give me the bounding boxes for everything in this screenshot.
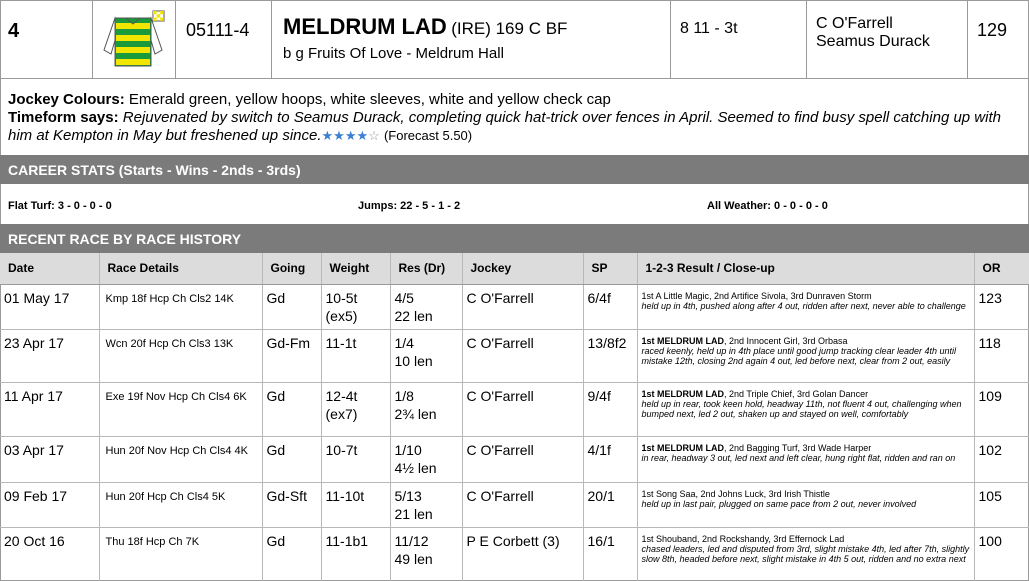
column-header-going: Going [262, 253, 321, 284]
horse-name-suffix: (IRE) 169 C BF [451, 19, 568, 38]
jockey[interactable]: C O'Farrell [462, 482, 583, 527]
weight [321, 329, 390, 382]
table-row[interactable] [0, 284, 1029, 329]
age-weight: 8 11 - 3t [680, 20, 738, 37]
weight-carried: 11-1t [325, 334, 357, 351]
runner-comments [0, 79, 1029, 154]
table-row[interactable] [0, 527, 1029, 581]
horse-name[interactable]: MELDRUM LAD [283, 14, 447, 39]
race-details[interactable]: Hun 20f Hcp Ch Cls4 5K [99, 482, 262, 527]
table-row[interactable] [0, 329, 1029, 382]
result-closeup [637, 329, 974, 382]
official-rating: 109 [974, 382, 1029, 436]
race-details[interactable]: Exe 19f Nov Hcp Ch Cls4 6K [99, 382, 262, 436]
horse-name-line [283, 14, 567, 40]
starting-price: 20/1 [583, 482, 637, 527]
result [390, 527, 462, 581]
result [390, 284, 462, 329]
placings-text: 1st Shouband, 2nd Rockshandy, 3rd Effernock Lad [641, 533, 845, 544]
breeding: b g Fruits Of Love - Meldrum Hall [283, 45, 504, 62]
result-placings [642, 336, 974, 346]
flat-turf-stats: Flat Turf: 3 - 0 - 0 - 0 [8, 200, 112, 212]
result-placings [642, 291, 974, 301]
closeup-comment: held up in rear, took keen hold, headway 11th, not fluent 4 out, challenging when bumped next, led 2 out, shaken up and stayed on well, comfortably [641, 398, 962, 419]
career-stats-header: CAREER STATS (Starts - Wins - 2nds - 3rds) [0, 155, 1029, 184]
weight-carried: 10-7t [325, 441, 358, 458]
going: Gd [262, 284, 321, 329]
result [390, 329, 462, 382]
finish-position: 5/13 [394, 487, 422, 504]
official-rating: 105 [974, 482, 1029, 527]
weight-carried: 12-4t [325, 387, 358, 404]
starting-price: 13/8f2 [583, 329, 637, 382]
form-figures: 05111-4 [186, 20, 250, 40]
going: Gd [262, 527, 321, 581]
starting-price: 16/1 [583, 527, 637, 581]
result-closeup [637, 436, 974, 482]
race-date: 01 May 17 [0, 284, 99, 329]
official-rating: 118 [974, 329, 1029, 382]
race-history-table [0, 253, 1029, 581]
column-header-jockey: Jockey [462, 253, 583, 284]
official-rating: 129 [977, 20, 1008, 40]
winner-name: 1st MELDRUM LAD [641, 335, 724, 346]
runner-header [0, 0, 1029, 79]
closeup-comment: raced keenly, held up in 4th place until good jump tracking clear leader 4th until mistake 12th, closing 2nd again 4 out, led before next, clear from 2 out, easily [641, 345, 957, 366]
beaten-distance: 22 len [394, 307, 433, 324]
jockey-name[interactable]: C O'Farrell [816, 15, 893, 32]
race-date: 03 Apr 17 [0, 436, 99, 482]
weight-penalty: (ex5) [325, 307, 358, 324]
result-placings [642, 443, 974, 453]
timeform-line [8, 109, 1021, 145]
column-header-or: OR [974, 253, 1029, 284]
result-closeup [637, 527, 974, 581]
weight-carried: 11-1b1 [325, 532, 369, 549]
result-placings [642, 389, 974, 399]
race-history-header: RECENT RACE BY RACE HISTORY [0, 224, 1029, 253]
result-closeup [637, 482, 974, 527]
beaten-distance: 2¾ len [394, 405, 437, 422]
table-header-row [0, 253, 1029, 284]
jumps-stats: Jumps: 22 - 5 - 1 - 2 [358, 200, 461, 212]
closeup-comment: held up in 4th, pushed along after 4 out, ridden after next, never able to challenge [641, 300, 966, 311]
finish-position: 4/5 [394, 289, 414, 306]
result [390, 482, 462, 527]
race-date: 20 Oct 16 [0, 527, 99, 581]
jockey[interactable]: P E Corbett (3) [462, 527, 583, 581]
beaten-distance: 10 len [394, 352, 433, 369]
race-date: 09 Feb 17 [0, 482, 99, 527]
official-rating: 123 [974, 284, 1029, 329]
jockey[interactable]: C O'Farrell [462, 382, 583, 436]
finish-position: 11/12 [394, 532, 429, 549]
timeform-label: Timeform says: [8, 109, 119, 126]
race-details[interactable]: Hun 20f Nov Hcp Ch Cls4 4K [99, 436, 262, 482]
closeup-comment: in rear, headway 3 out, led next and left clear, hung right flat, ridden and ran on [641, 452, 956, 463]
placings-text: , 2nd Bagging Turf, 3rd Wade Harper [724, 442, 872, 453]
result [390, 382, 462, 436]
jockey-silk-icon [101, 10, 165, 68]
result-placings [642, 489, 974, 499]
rating-cell [968, 0, 1029, 78]
timeform-text: Rejuvenated by switch to Seamus Durack, completing quick hat-trick over fences in April. Seemed to find busy spell catching up with him at Kempton in May but freshened up since. [8, 109, 1001, 144]
column-header-date: Date [0, 253, 99, 284]
column-header-weight: Weight [321, 253, 390, 284]
column-header-race-details: Race Details [99, 253, 262, 284]
beaten-distance: 49 len [394, 550, 433, 567]
weight [321, 482, 390, 527]
star-rating-icon [322, 128, 380, 143]
result-placings [642, 534, 974, 544]
placings-text: , 2nd Triple Chief, 3rd Golan Dancer [724, 388, 869, 399]
beaten-distance: 4½ len [394, 459, 437, 476]
jockey[interactable]: C O'Farrell [462, 329, 583, 382]
horse-name-cell [272, 0, 671, 78]
going: Gd-Fm [262, 329, 321, 382]
column-header-sp: SP [583, 253, 637, 284]
weight [321, 527, 390, 581]
table-row[interactable] [0, 436, 1029, 482]
race-date: 11 Apr 17 [0, 382, 99, 436]
jockey-colours-text: Emerald green, yellow hoops, white sleeves, white and yellow check cap [128, 91, 611, 108]
weight [321, 436, 390, 482]
going: Gd [262, 382, 321, 436]
weight-carried: 11-10t [325, 487, 365, 504]
age-weight-cell [671, 0, 807, 78]
weight-carried: 10-5t [325, 289, 358, 306]
weight-penalty: (ex7) [325, 405, 358, 422]
jockey-colours-label: Jockey Colours: [8, 91, 125, 108]
placings-text: , 2nd Innocent Girl, 3rd Orbasa [724, 335, 848, 346]
closeup-comment: chased leaders, led and disputed from 3rd, slight mistake 4th, led after 7th, slightly slow 8th, headed before next, slight mistake in 4th 5 out, ridden and no extra next [641, 543, 970, 564]
weight [321, 382, 390, 436]
official-rating: 102 [974, 436, 1029, 482]
starting-price: 6/4f [583, 284, 637, 329]
finish-position: 1/8 [394, 387, 414, 404]
placings-text: 1st Song Saa, 2nd Johns Luck, 3rd Irish Thistle [641, 488, 830, 499]
winner-name: 1st MELDRUM LAD [641, 442, 724, 453]
connections-cell [807, 0, 968, 78]
starting-price: 9/4f [583, 382, 637, 436]
table-row[interactable] [0, 482, 1029, 527]
weight [321, 284, 390, 329]
starting-price: 4/1f [583, 436, 637, 482]
race-details[interactable]: Wcn 20f Hcp Ch Cls3 13K [99, 329, 262, 382]
race-date: 23 Apr 17 [0, 329, 99, 382]
winner-name: 1st MELDRUM LAD [641, 388, 724, 399]
column-header-close-up: 1-2-3 Result / Close-up [637, 253, 974, 284]
silk-cell [93, 0, 176, 78]
result-closeup [637, 382, 974, 436]
form-cell [176, 0, 272, 78]
career-stats [0, 184, 1029, 224]
column-header-result: Res (Dr) [390, 253, 462, 284]
race-details[interactable]: Kmp 18f Hcp Ch Cls2 14K [99, 284, 262, 329]
forecast-odds: (Forecast 5.50) [383, 128, 473, 143]
table-row[interactable] [0, 382, 1029, 436]
stars-filled: ★★★★ [321, 128, 369, 143]
result [390, 436, 462, 482]
finish-position: 1/4 [394, 334, 414, 351]
jockey-colours-line [8, 91, 1021, 109]
jockey[interactable]: C O'Farrell [462, 284, 583, 329]
result-closeup [637, 284, 974, 329]
trainer-name[interactable]: Seamus Durack [816, 33, 930, 50]
runner-number-cell [0, 0, 93, 78]
jockey[interactable]: C O'Farrell [462, 436, 583, 482]
going: Gd-Sft [262, 482, 321, 527]
all-weather-stats: All Weather: 0 - 0 - 0 - 0 [707, 200, 828, 212]
closeup-comment: held up in last pair, plugged on same pace from 2 out, never involved [641, 498, 917, 509]
runner-number: 4 [8, 20, 20, 42]
race-details[interactable]: Thu 18f Hcp Ch 7K [99, 527, 262, 581]
official-rating: 100 [974, 527, 1029, 581]
going: Gd [262, 436, 321, 482]
finish-position: 1/10 [394, 441, 422, 458]
stars-empty: ☆ [368, 128, 380, 143]
placings-text: 1st A Little Magic, 2nd Artifice Sivola, 3rd Dunraven Storm [641, 290, 872, 301]
beaten-distance: 21 len [394, 505, 433, 522]
